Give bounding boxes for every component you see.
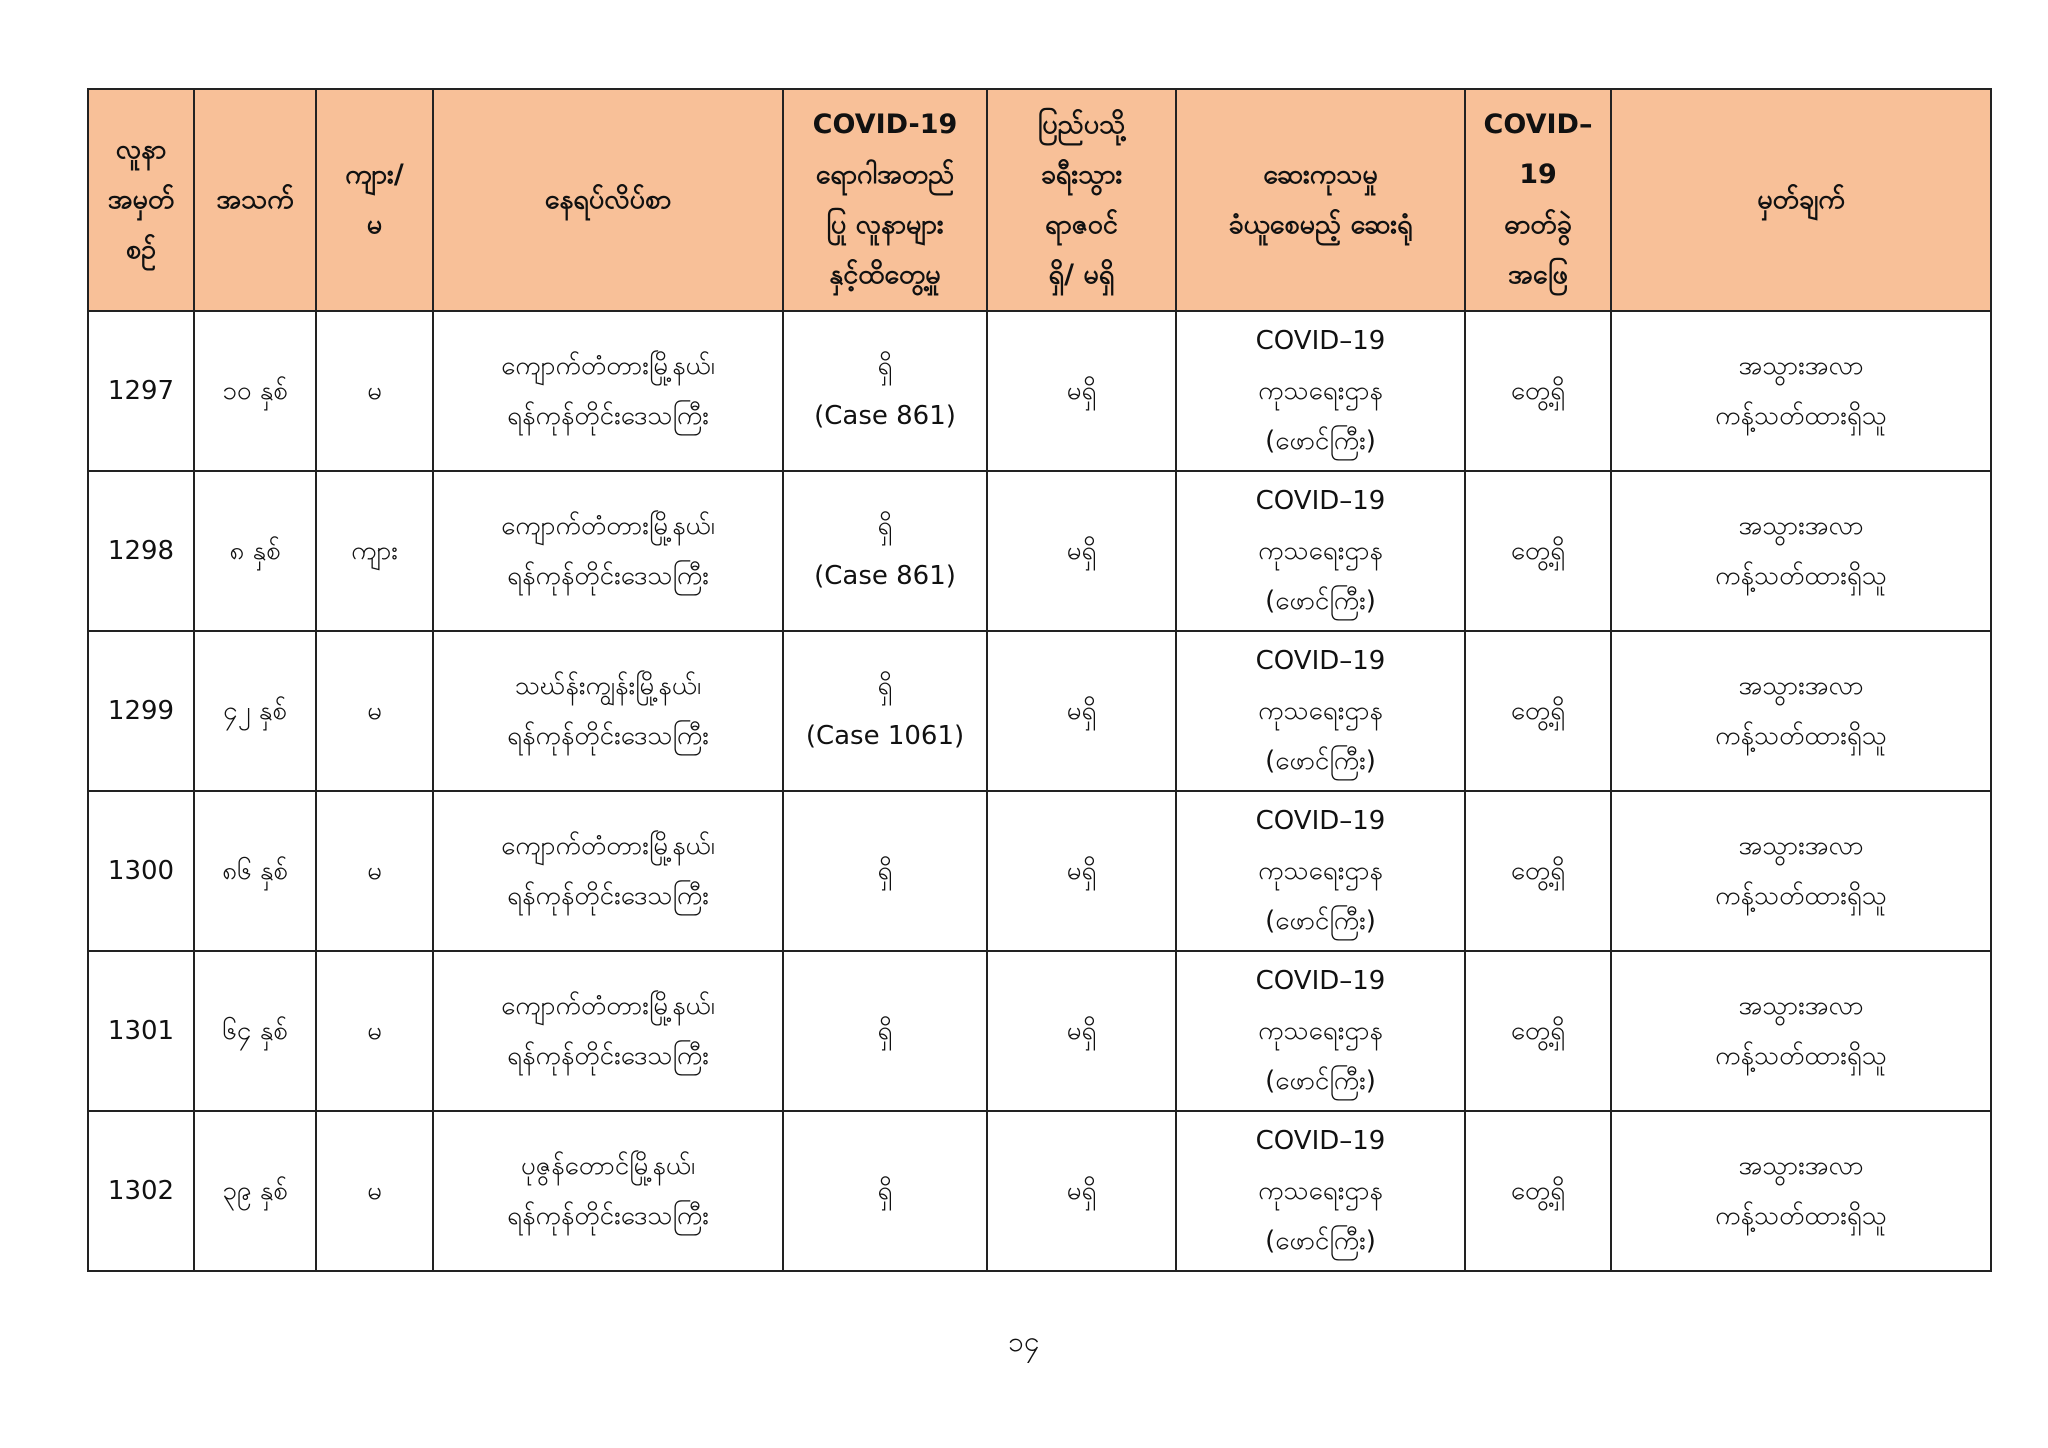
- cell-lab-result: တွေ့ရှိ: [1465, 631, 1611, 791]
- header-lab-result: COVID– 19 ဓာတ်ခွဲ အဖြေ: [1465, 89, 1611, 311]
- cell-contact: ရှိ (Case 1061): [783, 631, 987, 791]
- cell-hospital: COVID–19 ကုသရေးဌာန (ဖောင်ကြီး): [1176, 631, 1465, 791]
- cell-contact: ရှိ: [783, 951, 987, 1111]
- cell-address: ပုဇွန်တောင်မြို့နယ်၊ ရန်ကုန်တိုင်းဒေသကြီး: [433, 1111, 783, 1271]
- table-row: [88, 791, 1991, 951]
- table-row: [88, 311, 1991, 471]
- header-contact: COVID-19 ရောဂါအတည် ပြု လူနာများ နှင့်ထိတွေ့မှု: [783, 89, 987, 311]
- cell-address: ကျောက်တံတားမြို့နယ်၊ ရန်ကုန်တိုင်းဒေသကြီး: [433, 471, 783, 631]
- cell-remark: အသွားအလာ ကန့်သတ်ထားရှိသူ: [1611, 1111, 1991, 1271]
- cell-patient-number: 1301: [88, 951, 194, 1111]
- cell-age: ၈ နှစ်: [194, 471, 316, 631]
- page-number: ၁၄: [1008, 1325, 1040, 1358]
- cell-sex: ကျား: [316, 471, 433, 631]
- case-table: [87, 88, 1992, 1272]
- cell-travel-history: မရှိ: [987, 1111, 1176, 1271]
- cell-remark: အသွားအလာ ကန့်သတ်ထားရှိသူ: [1611, 471, 1991, 631]
- header-remark: မှတ်ချက်: [1611, 89, 1991, 311]
- cell-lab-result: တွေ့ရှိ: [1465, 471, 1611, 631]
- cell-lab-result: တွေ့ရှိ: [1465, 791, 1611, 951]
- header-age: အသက်: [194, 89, 316, 311]
- cell-address: ကျောက်တံတားမြို့နယ်၊ ရန်ကုန်တိုင်းဒေသကြီး: [433, 791, 783, 951]
- cell-address: သဃ်န်းကျွန်းမြို့နယ်၊ ရန်ကုန်တိုင်းဒေသကြီး: [433, 631, 783, 791]
- cell-contact: ရှိ: [783, 791, 987, 951]
- cell-sex: မ: [316, 631, 433, 791]
- cell-patient-number: 1298: [88, 471, 194, 631]
- cell-travel-history: မရှိ: [987, 791, 1176, 951]
- header-row: [88, 89, 1991, 311]
- table-row: [88, 951, 1991, 1111]
- cell-travel-history: မရှိ: [987, 471, 1176, 631]
- cell-patient-number: 1302: [88, 1111, 194, 1271]
- cell-remark: အသွားအလာ ကန့်သတ်ထားရှိသူ: [1611, 951, 1991, 1111]
- cell-age: ၆၄ နှစ်: [194, 951, 316, 1111]
- table-row: [88, 1111, 1991, 1271]
- cell-lab-result: တွေ့ရှိ: [1465, 951, 1611, 1111]
- cell-sex: မ: [316, 311, 433, 471]
- cell-travel-history: မရှိ: [987, 311, 1176, 471]
- cell-age: ၄၂ နှစ်: [194, 631, 316, 791]
- cell-patient-number: 1300: [88, 791, 194, 951]
- cell-sex: မ: [316, 951, 433, 1111]
- cell-travel-history: မရှိ: [987, 951, 1176, 1111]
- cell-contact: ရှိ: [783, 1111, 987, 1271]
- cell-address: ကျောက်တံတားမြို့နယ်၊ ရန်ကုန်တိုင်းဒေသကြီး: [433, 951, 783, 1111]
- cell-age: ၃၉ နှစ်: [194, 1111, 316, 1271]
- cell-lab-result: တွေ့ရှိ: [1465, 311, 1611, 471]
- cell-lab-result: တွေ့ရှိ: [1465, 1111, 1611, 1271]
- cell-hospital: COVID–19 ကုသရေးဌာန (ဖောင်ကြီး): [1176, 471, 1465, 631]
- header-hospital: ဆေးကုသမှု ခံယူစေမည့် ဆေးရုံ: [1176, 89, 1465, 311]
- cell-sex: မ: [316, 791, 433, 951]
- cell-patient-number: 1297: [88, 311, 194, 471]
- cell-hospital: COVID–19 ကုသရေးဌာန (ဖောင်ကြီး): [1176, 791, 1465, 951]
- table-row: [88, 471, 1991, 631]
- cell-patient-number: 1299: [88, 631, 194, 791]
- cell-hospital: COVID–19 ကုသရေးဌာန (ဖောင်ကြီး): [1176, 311, 1465, 471]
- cell-remark: အသွားအလာ ကန့်သတ်ထားရှိသူ: [1611, 311, 1991, 471]
- header-address: နေရပ်လိပ်စာ: [433, 89, 783, 311]
- cell-travel-history: မရှိ: [987, 631, 1176, 791]
- cell-remark: အသွားအလာ ကန့်သတ်ထားရှိသူ: [1611, 791, 1991, 951]
- table-row: [88, 631, 1991, 791]
- cell-hospital: COVID–19 ကုသရေးဌာန (ဖောင်ကြီး): [1176, 1111, 1465, 1271]
- cell-sex: မ: [316, 1111, 433, 1271]
- header-travel-history: ပြည်ပသို့ ခရီးသွား ရာဇဝင် ရှိ/ မရှိ: [987, 89, 1176, 311]
- cell-contact: ရှိ (Case 861): [783, 471, 987, 631]
- cell-remark: အသွားအလာ ကန့်သတ်ထားရှိသူ: [1611, 631, 1991, 791]
- cell-contact: ရှိ (Case 861): [783, 311, 987, 471]
- cell-address: ကျောက်တံတားမြို့နယ်၊ ရန်ကုန်တိုင်းဒေသကြီး: [433, 311, 783, 471]
- cell-age: ၁၀ နှစ်: [194, 311, 316, 471]
- header-sex: ကျား/ မ: [316, 89, 433, 311]
- cell-hospital: COVID–19 ကုသရေးဌာန (ဖောင်ကြီး): [1176, 951, 1465, 1111]
- header-patient-number: လူနာ အမှတ် စဉ်: [88, 89, 194, 311]
- cell-age: ၈၆ နှစ်: [194, 791, 316, 951]
